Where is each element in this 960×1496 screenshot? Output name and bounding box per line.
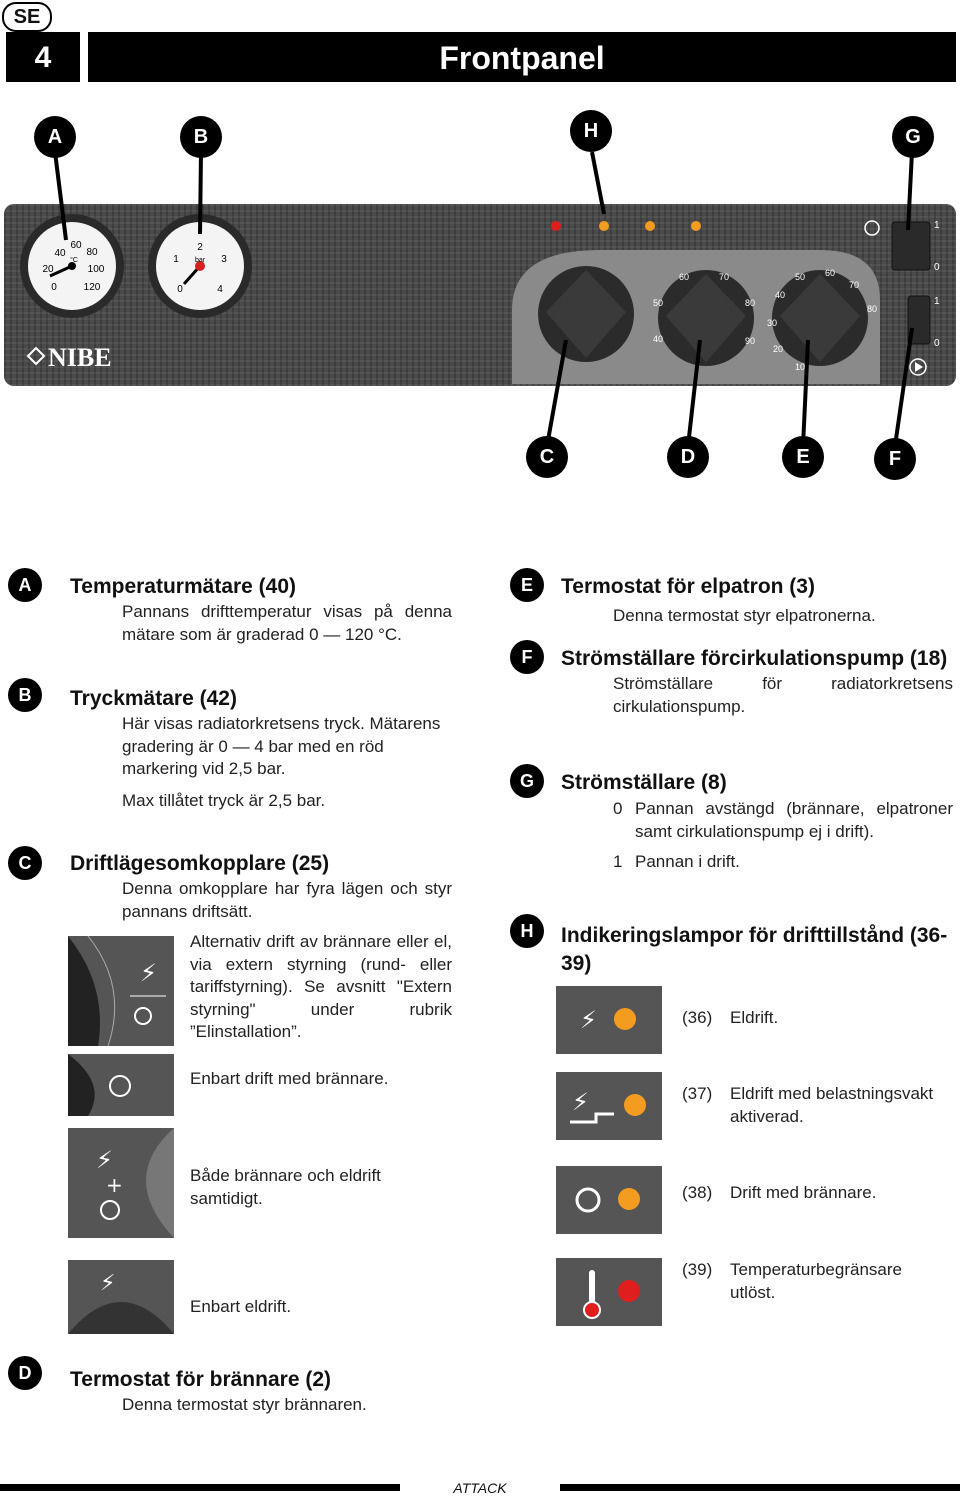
panel-lamp-36: [691, 221, 701, 231]
section-a-title: Temperaturmätare (40): [70, 575, 297, 598]
mode-selector-dial: [538, 266, 634, 362]
lamp-thumb-38: [556, 1166, 662, 1234]
mode-thumb-burner: [68, 1054, 174, 1116]
svg-text:⚡: ⚡: [580, 1006, 597, 1034]
language-badge: SE: [2, 2, 52, 32]
panel-lamp-39: [551, 221, 561, 231]
svg-text:40: 40: [774, 290, 786, 300]
mode-text-electric: Enbart eldrift.: [190, 1297, 292, 1316]
svg-text:60: 60: [70, 240, 82, 251]
switch-key-0: 0: [613, 799, 623, 818]
lamp-36-num: (36): [682, 1008, 713, 1027]
switch-text-1: Pannan i drift.: [635, 852, 740, 871]
svg-text:0: 0: [934, 338, 940, 349]
lamp-36-indicator: [614, 1008, 636, 1030]
svg-text:120: 120: [83, 282, 101, 293]
section-f-body: Strömställare för radiatorkretsens cirkulationspump.: [613, 674, 953, 716]
section-letter-a: A: [8, 568, 42, 602]
section-a-body: Pannans drifttemperatur visas på denna mätare som är graderad 0 — 120 °C.: [122, 602, 452, 644]
section-h-title: Indikeringslampor för drifttillstånd (36-39): [561, 924, 948, 975]
callout-a: A: [34, 116, 76, 158]
svg-text:40: 40: [54, 248, 66, 259]
footer-rule-left: [0, 1484, 400, 1491]
lamp-39-num: (39): [682, 1260, 713, 1279]
section-letter-g: G: [510, 764, 544, 798]
section-letter-e: E: [510, 568, 544, 602]
svg-text:2: 2: [197, 242, 203, 253]
svg-text:1: 1: [173, 254, 179, 265]
section-letter-d: D: [8, 1356, 42, 1390]
lamp-38-indicator: [618, 1188, 640, 1210]
section-b-title: Tryckmätare (42): [70, 687, 237, 710]
lamp-37-indicator: [624, 1094, 646, 1116]
section-letter-f: F: [510, 640, 544, 674]
svg-text:0: 0: [51, 282, 57, 293]
svg-text:40: 40: [652, 334, 664, 344]
lamp-37-text: Eldrift med belastningsvakt aktiverad.: [730, 1084, 934, 1126]
svg-text:60: 60: [678, 272, 690, 282]
svg-text:70: 70: [718, 272, 730, 282]
section-f-title: Strömställare förcirkulationspump (18): [561, 647, 948, 670]
section-c-title: Driftlägesomkopplare (25): [70, 852, 330, 875]
svg-text:⚡: ⚡: [572, 1088, 589, 1116]
switch-text-0: Pannan avstängd (brännare, elpatroner samt cirkulationspump ej i drift).: [635, 799, 953, 841]
chapter-number: 4: [6, 32, 80, 82]
mode-text-burner: Enbart drift med brännare.: [190, 1069, 389, 1088]
mode-thumb-both: [68, 1128, 174, 1238]
svg-text:1: 1: [934, 296, 940, 307]
lamp-thumb-36: [556, 986, 662, 1054]
lamp-38-text: Drift med brännare.: [730, 1183, 877, 1202]
lamp-37-num: (37): [682, 1084, 713, 1103]
lamp-thumb-39: [556, 1258, 662, 1326]
svg-text:20: 20: [772, 344, 784, 354]
svg-text:3: 3: [221, 254, 227, 265]
svg-text:⚡: ⚡: [100, 1271, 116, 1296]
switch-key-1: 1: [613, 852, 623, 871]
mode-thumb-electric: [68, 1260, 174, 1334]
page-title: Frontpanel: [88, 32, 956, 82]
svg-text:0: 0: [934, 262, 940, 273]
lamp-36-text: Eldrift.: [730, 1008, 779, 1027]
svg-text:80: 80: [744, 298, 756, 308]
svg-text:°C: °C: [70, 257, 78, 264]
svg-text:20: 20: [42, 264, 54, 275]
section-letter-c: C: [8, 846, 42, 880]
svg-text:0: 0: [177, 284, 183, 295]
section-b-note: Max tillåtet tryck är 2,5 bar.: [122, 791, 326, 810]
callout-b: B: [180, 116, 222, 158]
svg-text:30: 30: [766, 318, 778, 328]
nibe-logo: [28, 343, 112, 372]
svg-text:4: 4: [217, 284, 223, 295]
svg-text:⚡: ⚡: [96, 1146, 113, 1174]
svg-text:1: 1: [934, 220, 940, 231]
svg-text:80: 80: [86, 247, 98, 258]
svg-text:+: +: [106, 1173, 123, 1197]
temperature-gauge: [20, 214, 124, 318]
lamp-39-text: Temperaturbegränsare utlöst.: [730, 1260, 902, 1302]
footer-rule-right: [560, 1484, 960, 1491]
svg-text:90: 90: [744, 336, 756, 346]
callout-g: G: [892, 116, 934, 158]
lamp-38-num: (38): [682, 1183, 713, 1202]
svg-text:50: 50: [652, 298, 664, 308]
panel-lamp-38: [599, 221, 609, 231]
mode-thumb-alternative: [68, 936, 174, 1046]
power-icon: [865, 221, 879, 235]
callout-f: F: [874, 438, 916, 480]
callout-d: D: [667, 436, 709, 478]
panel-lamp-37: [645, 221, 655, 231]
svg-text:100: 100: [87, 264, 105, 275]
section-d-body: Denna termostat styr brännaren.: [122, 1395, 367, 1414]
svg-text:50: 50: [794, 272, 806, 282]
callout-c: C: [526, 436, 568, 478]
section-e-body: Denna termostat styr elpatronerna.: [613, 606, 876, 625]
section-letter-b: B: [8, 678, 42, 712]
mode-text-both: Både brännare och eldrift samtidigt.: [190, 1166, 381, 1208]
footer-label: ATTACK: [453, 1480, 507, 1496]
lamp-thumb-37: [556, 1072, 662, 1140]
svg-text:70: 70: [848, 280, 860, 290]
svg-text:NIBE: NIBE: [48, 343, 112, 372]
callout-e: E: [782, 436, 824, 478]
svg-text:⚡: ⚡: [140, 959, 157, 987]
svg-text:80: 80: [866, 304, 878, 314]
section-b-body: Här visas radiatorkretsens tryck. Mätarens gradering är 0 — 4 bar med en röd markering vid 2,5 bar.: [122, 714, 441, 778]
svg-text:60: 60: [824, 268, 836, 278]
lamp-39-indicator: [618, 1280, 640, 1302]
section-d-title: Termostat för brännare (2): [70, 1368, 331, 1391]
main-switch: [892, 222, 930, 270]
section-g-title: Strömställare (8): [561, 771, 727, 794]
section-letter-h: H: [510, 914, 544, 948]
svg-text:bar: bar: [194, 257, 206, 264]
svg-text:10: 10: [794, 362, 806, 372]
section-e-title: Termostat för elpatron (3): [561, 575, 815, 598]
section-c-body: Denna omkopplare har fyra lägen och styr pannans driftsätt.: [122, 879, 452, 921]
mode-text-alternative: Alternativ drift av brännare eller el, via extern styrning (rund- eller tariffstyrning). Se avsnitt "Extern styrning" under rubrik ”Elinstallation”.: [190, 932, 452, 1041]
callout-h: H: [570, 110, 612, 152]
